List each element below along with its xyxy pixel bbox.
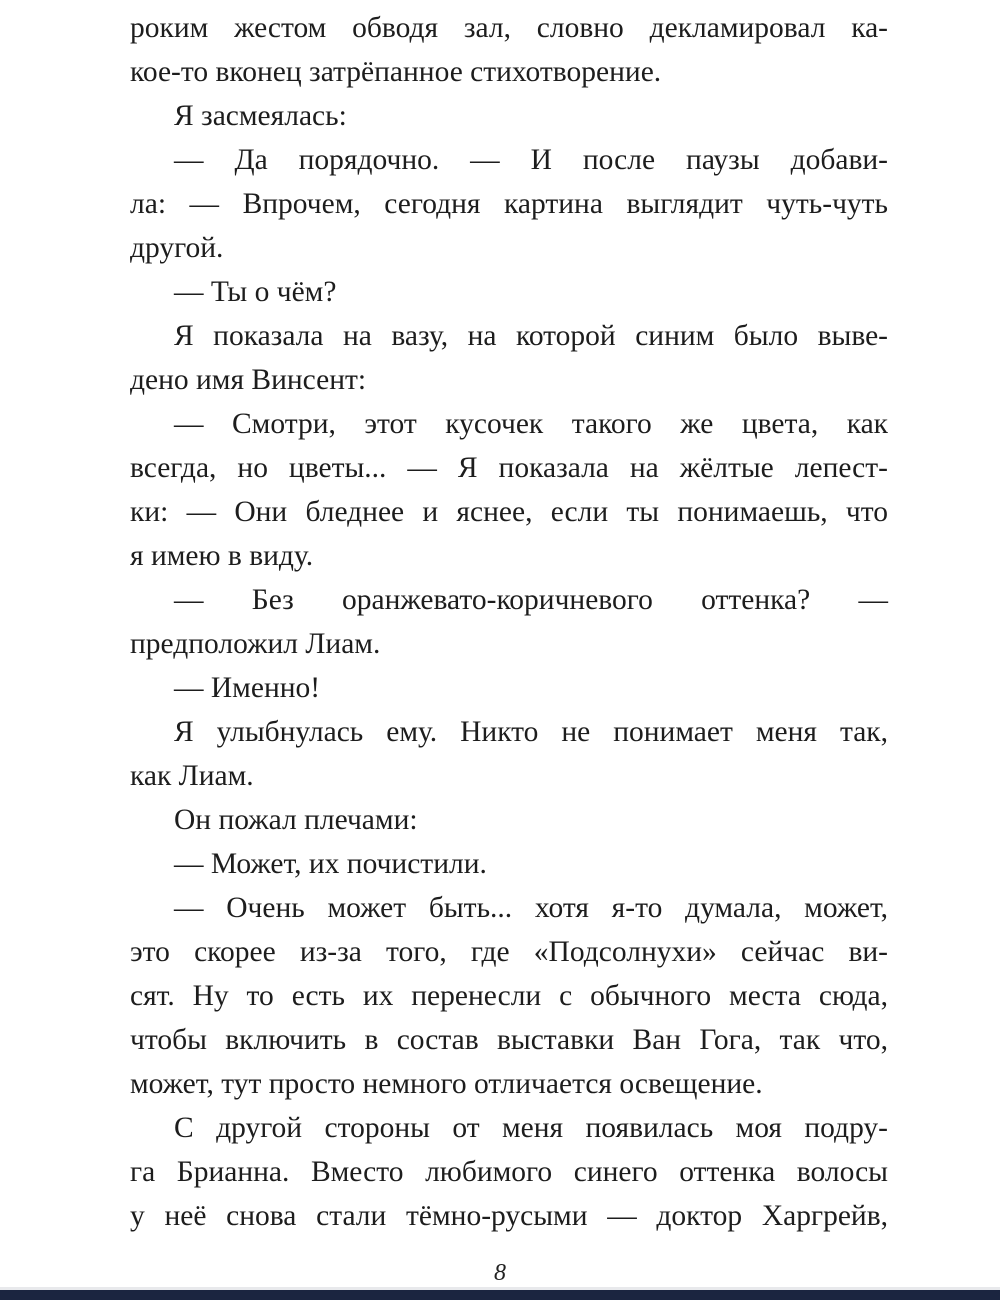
text-line: — Может, их почистили. xyxy=(174,848,487,880)
text-line: как Лиам. xyxy=(130,760,254,792)
text-line: Он пожал плечами: xyxy=(174,804,418,836)
text-line: Я засмеялась: xyxy=(174,100,347,132)
text-line: чтобы включить в состав выставки Ван Гога, так что, xyxy=(130,1024,888,1056)
text-line: кое-то вконец затрёпанное стихотворение. xyxy=(130,56,662,88)
text-line: Я улыбнулась ему. Никто не понимает меня так, xyxy=(174,716,888,748)
page-number: 8 xyxy=(494,1260,506,1286)
text-line: предположил Лиам. xyxy=(130,628,381,660)
text-line: ки: — Они бледнее и яснее, если ты понимаешь, что xyxy=(130,496,888,528)
text-line: — Смотри, этот кусочек такого же цвета, как xyxy=(174,408,888,440)
text-line: может, тут просто немного отличается освещение. xyxy=(130,1068,763,1100)
text-line: Я показала на вазу, на которой синим было выве- xyxy=(174,320,888,352)
text-line: всегда, но цветы... — Я показала на жёлтые лепест- xyxy=(130,452,888,484)
text-line: — Очень может быть... хотя я-то думала, может, xyxy=(174,892,888,924)
text-line: роким жестом обводя зал, словно декламировал ка- xyxy=(130,12,888,44)
text-line: — Без оранжевато-коричневого оттенка? — xyxy=(174,584,888,616)
text-line: ла: — Впрочем, сегодня картина выглядит чуть-чуть xyxy=(130,188,888,220)
text-line: С другой стороны от меня появилась моя подру- xyxy=(174,1112,888,1144)
text-line: — Именно! xyxy=(174,672,321,704)
bottom-bar xyxy=(0,1290,1000,1300)
text-line: дено имя Винсент: xyxy=(130,364,367,396)
text-line: у неё снова стали тёмно-русыми — доктор Харгрейв, xyxy=(130,1200,888,1232)
text-line: другой. xyxy=(130,232,224,264)
text-line: — Ты о чём? xyxy=(174,276,337,308)
text-line: я имею в виду. xyxy=(130,540,314,572)
text-line: сят. Ну то есть их перенесли с обычного места сюда, xyxy=(130,980,888,1012)
book-page-text xyxy=(130,6,888,1238)
text-line: это скорее из-за того, где «Подсолнухи» сейчас ви- xyxy=(130,936,888,968)
text-line: — Да порядочно. — И после паузы добави- xyxy=(174,144,888,176)
text-line: га Брианна. Вместо любимого синего оттенка волосы xyxy=(130,1156,888,1188)
